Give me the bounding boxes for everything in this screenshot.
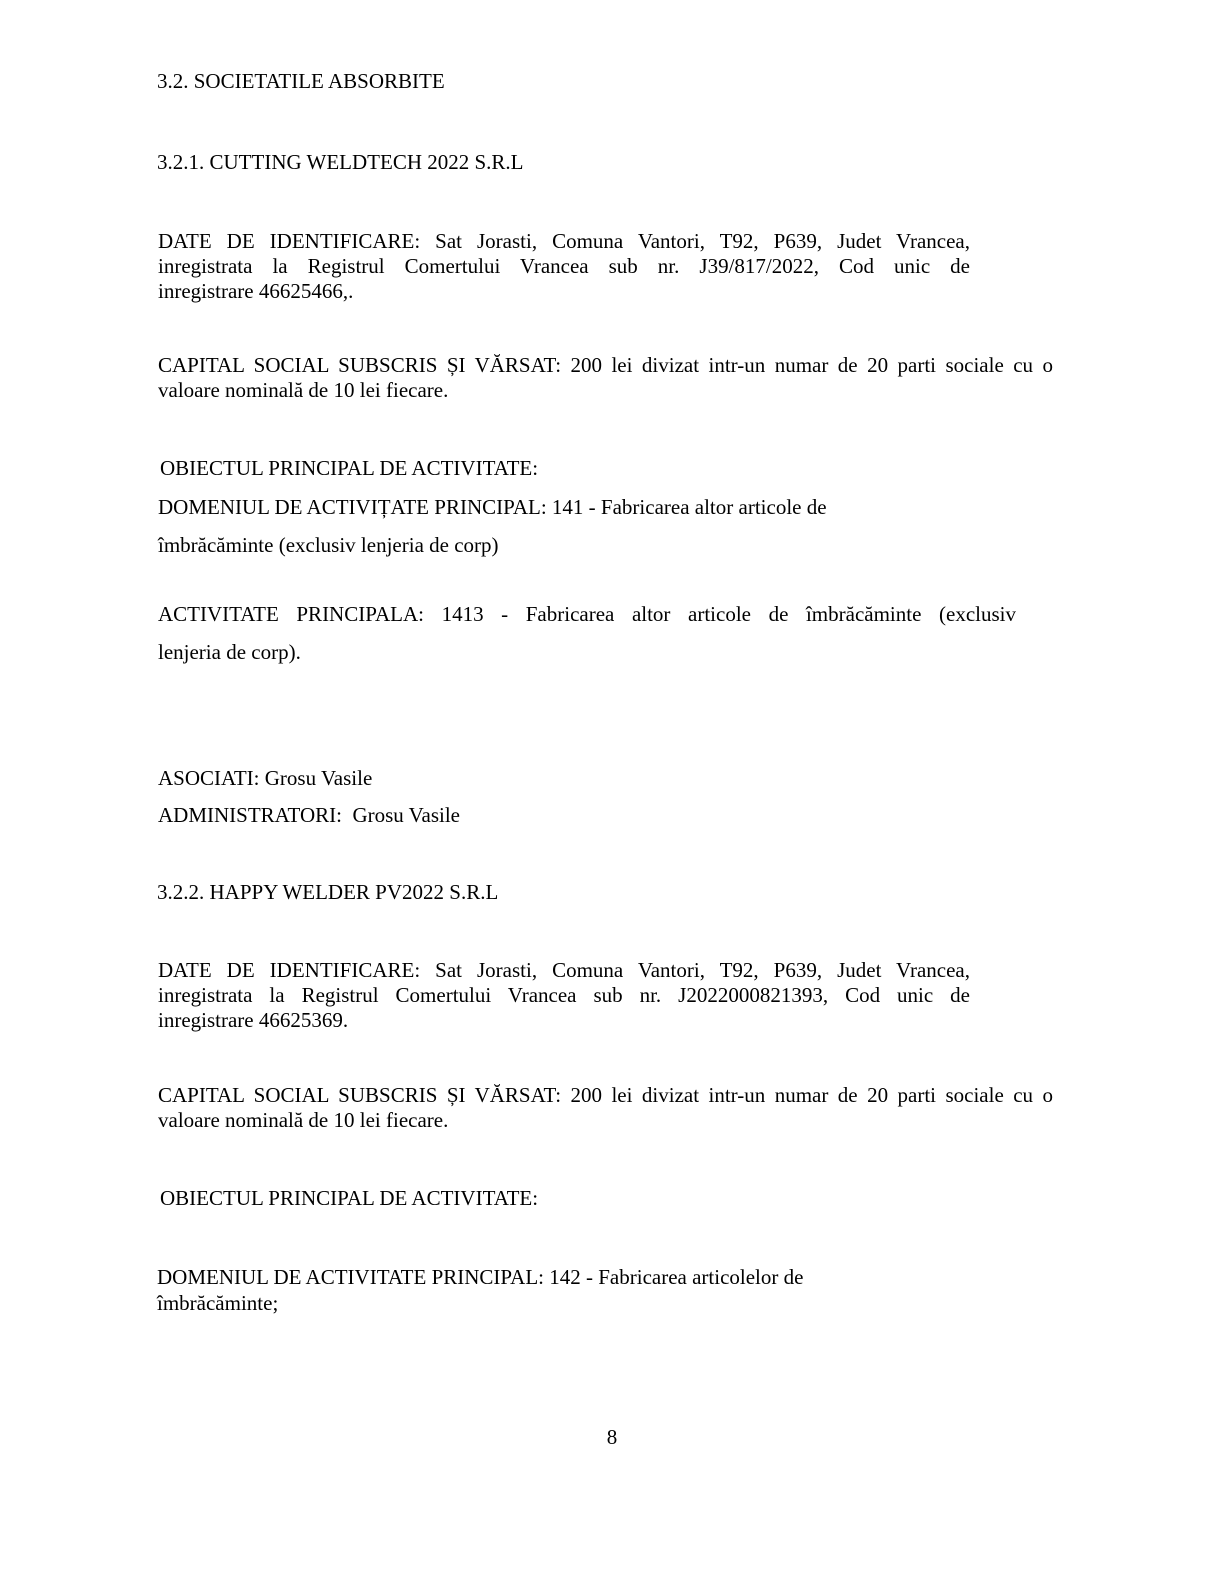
capital-line: CAPITAL SOCIAL SUBSCRIS ȘI VĂRSAT: 200 lei divizat intr-un numar de 20 parti sociale cu o (158, 353, 1053, 377)
company-1-domain-line-2: îmbrăcăminte (exclusiv lenjeria de corp) (158, 533, 499, 557)
main-activity-line: ACTIVITATE PRINCIPALA: 1413 - Fabricarea altor articole de îmbrăcăminte (exclusiv (158, 602, 1016, 626)
company-2-object-heading: OBIECTUL PRINCIPAL DE ACTIVITATE: (160, 1186, 539, 1210)
identification-line: inregistrare 46625466,. (158, 279, 354, 303)
identification-line: inregistrata la Registrul Comertului Vrancea sub nr. J2022000821393, Cod unic de (158, 983, 970, 1007)
company-2-domain-line-1: DOMENIUL DE ACTIVITATE PRINCIPAL: 142 - Fabricarea articolelor de (157, 1265, 804, 1289)
company-1-identification (158, 229, 970, 304)
company-2-capital (158, 1083, 1053, 1133)
company-2-identification (158, 958, 970, 1033)
capital-line: valoare nominală de 10 lei fiecare. (158, 378, 449, 402)
company-2-heading: 3.2.2. HAPPY WELDER PV2022 S.R.L (157, 880, 499, 904)
identification-line: DATE DE IDENTIFICARE: Sat Jorasti, Comuna Vantori, T92, P639, Judet Vrancea, (158, 958, 970, 982)
capital-line: CAPITAL SOCIAL SUBSCRIS ȘI VĂRSAT: 200 lei divizat intr-un numar de 20 parti sociale cu o (158, 1083, 1053, 1107)
identification-line: DATE DE IDENTIFICARE: Sat Jorasti, Comuna Vantori, T92, P639, Judet Vrancea, (158, 229, 970, 253)
identification-line: inregistrata la Registrul Comertului Vrancea sub nr. J39/817/2022, Cod unic de (158, 254, 970, 278)
company-1-main-activity (158, 595, 1016, 671)
company-2-domain-line-2: îmbrăcăminte; (157, 1291, 279, 1315)
section-title: 3.2. SOCIETATILE ABSORBITE (157, 69, 445, 93)
page-number: 8 (606, 1425, 618, 1449)
main-activity-line: lenjeria de corp). (158, 640, 301, 664)
capital-line: valoare nominală de 10 lei fiecare. (158, 1108, 449, 1132)
company-1-heading: 3.2.1. CUTTING WELDTECH 2022 S.R.L (157, 150, 524, 174)
company-1-associates: ASOCIATI: Grosu Vasile (158, 766, 373, 790)
company-1-domain-line-1: DOMENIUL DE ACTIVIȚATE PRINCIPAL: 141 - Fabricarea altor articole de (158, 495, 827, 519)
company-1-object-heading: OBIECTUL PRINCIPAL DE ACTIVITATE: (160, 456, 539, 480)
identification-line: inregistrare 46625369. (158, 1008, 349, 1032)
company-1-capital (158, 353, 1053, 403)
company-1-administrators: ADMINISTRATORI: Grosu Vasile (158, 803, 460, 827)
